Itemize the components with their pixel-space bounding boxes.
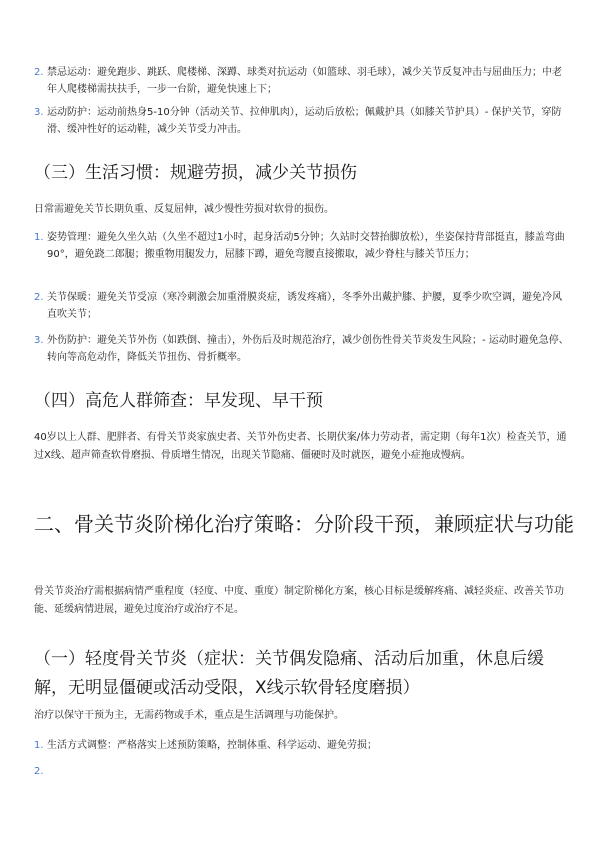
list-item bbox=[34, 737, 569, 754]
subsection-intro: 治疗以保守干预为主，无需药物或手术，重点是生活调理与功能保护。 bbox=[34, 710, 344, 721]
list-text: 外伤防护：避免关节外伤（如跌倒、撞击），外伤后及时规范治疗，减少创伤性骨关节炎发生风险；- 运动时避免急停、转向等高危动作，降低关节扭伤、骨折概率。 bbox=[47, 335, 569, 363]
list-text: 生活方式调整：严格落实上述预防策略，控制体重、科学运动、避免劳损； bbox=[47, 740, 377, 751]
list-text: 姿势管理：避免久坐久站（久坐不超过1小时，起身活动5分钟；久站时交替抬脚放松），坐姿保持背部挺直，膝盖弯曲90°，避免跷二郎腿；搬重物用腿发力，屈膝下蹲，避免弯腰直接搬取，减少脊柱与膝关节压力； bbox=[47, 232, 565, 260]
list-text: 禁忌运动：避免跑步、跳跃、爬楼梯、深蹲、球类对抗运动（如篮球、羽毛球），减少关节反复冲击与屈曲压力；中老年人爬楼梯需扶扶手，一步一台阶，避免快速上下； bbox=[47, 67, 562, 95]
part-intro: 骨关节炎治疗需根据病情严重程度（轻度、中度、重度）制定阶梯化方案，核心目标是缓解疼痛、减轻炎症、改善关节功能、延缓病情进展，避免过度治疗或治疗不足。 bbox=[34, 586, 564, 615]
list-number: 2. bbox=[34, 292, 44, 303]
list-number: 3. bbox=[34, 107, 44, 118]
list-item bbox=[34, 332, 569, 366]
list-number: 2. bbox=[34, 766, 44, 777]
list-number: 2. bbox=[34, 67, 44, 78]
list-item bbox=[34, 763, 569, 780]
section-intro: 40岁以上人群、肥胖者、有骨关节炎家族史者、关节外伤史者、长期伏案/体力劳动者，需定期（每年1次）检查关节，通过X线、超声筛查软骨磨损、骨质增生情况，出现关节隐痛、僵硬时及时就医，避免小症拖成慢病。 bbox=[34, 432, 567, 461]
section-heading: （三）生活习惯：规避劳损，减少关节损伤 bbox=[34, 163, 357, 183]
list-item bbox=[34, 104, 569, 138]
list-item bbox=[34, 64, 569, 98]
section-intro: 日常需避免关节长期负重、反复屈伸，减少慢性劳损对软骨的损伤。 bbox=[34, 204, 334, 215]
list-number: 1. bbox=[34, 232, 44, 243]
list-text bbox=[47, 763, 569, 780]
list-item bbox=[34, 289, 569, 323]
list-number: 3. bbox=[34, 335, 44, 346]
list-text: 关节保暖：避免关节受凉（寒冷刺激会加重滑膜炎症，诱发疼痛），冬季外出戴护膝、护腰，夏季少吹空调，避免冷风直吹关节； bbox=[47, 292, 562, 320]
list-number: 1. bbox=[34, 740, 44, 751]
section-heading: （四）高危人群筛查：早发现、早干预 bbox=[34, 391, 323, 411]
subsection-heading: （一）轻度骨关节炎（症状：关节偶发隐痛、活动后加重，休息后缓解，无明显僵硬或活动受限，X线示软骨轻度磨损） bbox=[34, 649, 544, 698]
list-text: 运动防护：运动前热身5-10分钟（活动关节、拉伸肌肉），运动后放松；佩戴护具（如膝关节护具）- 保护关节，穿防滑、缓冲性好的运动鞋，减少关节受力冲击。 bbox=[47, 107, 562, 135]
part-heading: 二、骨关节炎阶梯化治疗策略：分阶段干预，兼顾症状与功能 bbox=[34, 512, 574, 536]
list-item bbox=[34, 229, 569, 263]
